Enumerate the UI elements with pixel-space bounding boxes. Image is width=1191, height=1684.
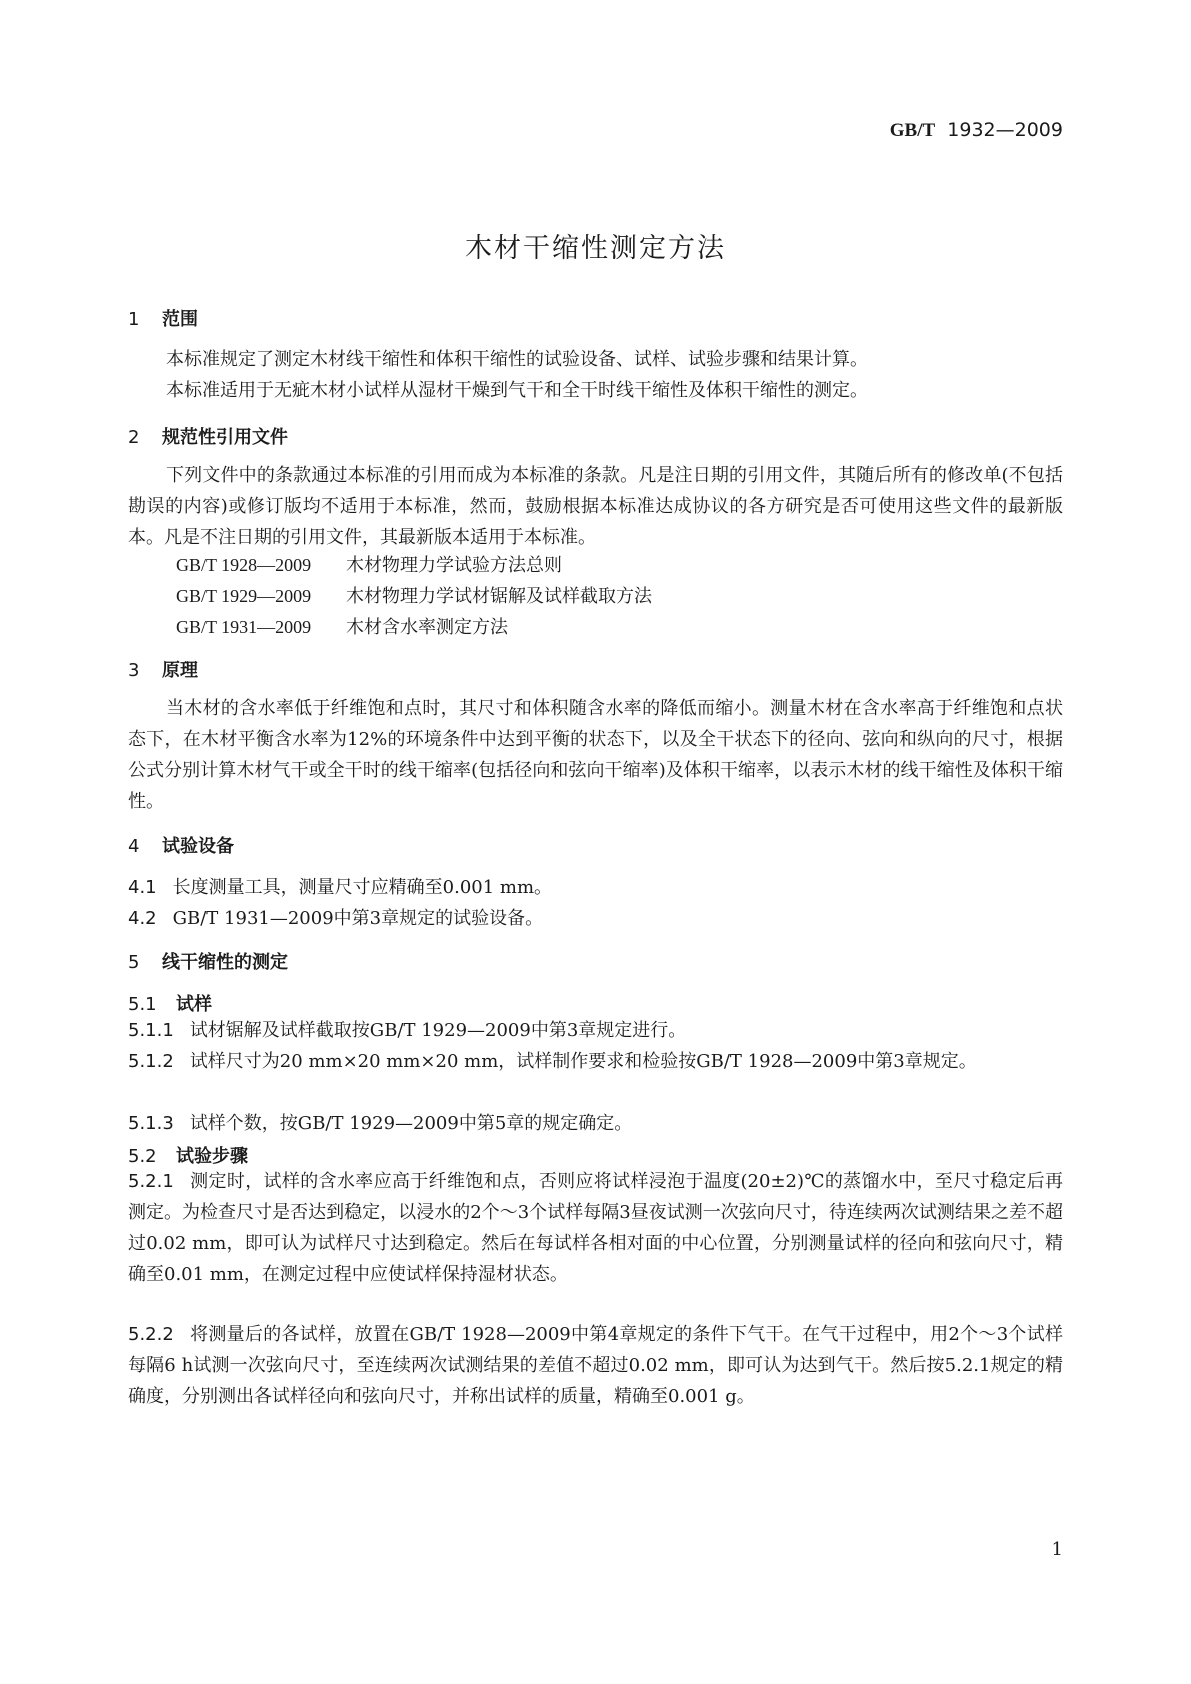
clause-4-1: 4.1 长度测量工具，测量尺寸应精确至0.001 mm。 [128,877,553,898]
clause-5-1-3: 5.1.3 试样个数，按GB/T 1929—2009中第5章的规定确定。 [128,1113,633,1134]
subsection-5-2-heading: 5.2 试验步骤 [128,1146,248,1167]
standard-number [0,119,1063,142]
clause-5-2-2: 5.2.2 将测量后的各试样，放置在GB/T 1928—2009中第4章规定的条件下气干。在气干过程中，用2个～3个试样每隔6 h试测一次弦向尺寸，至连续两次试测结果的差值不超过0.02 mm，即可认为达到气干。然后按5.2.1规定的精确度，分别测出各试样径向和弦向尺寸，并称出试样的质量，精确至0.001 g。 [128,1324,1063,1407]
section-4-heading: 4 试验设备 [128,836,234,857]
clause-5-1-2: 5.1.2 试样尺寸为20 mm×20 mm×20 mm，试样制作要求和检验按GB/T 1928—2009中第3章规定。 [128,1051,977,1072]
section-3-heading: 3 原理 [128,660,198,681]
section-1-para-2: 本标准适用于无疵木材小试样从湿材干燥到气干和全干时线干缩性及体积干缩性的测定。 [166,380,868,401]
section-title: 范围 [162,309,198,330]
clause-5-2-1: 5.2.1 测定时，试样的含水率应高于纤维饱和点，否则应将试样浸泡于温度(20±2)℃的蒸馏水中，至尺寸稳定后再测定。为检查尺寸是否达到稳定，以浸水的2个～3个试样每隔3昼夜试测一次弦向尺寸，待连续两次试测结果之差不超过0.02 mm，即可认为试样尺寸达到稳定。然后在每试样各相对面的中心位置，分别测量试样的径向和弦向尺寸，精确至0.01 mm，在测定过程中应使试样保持湿材状态。 [128,1171,1063,1285]
section-title: 原理 [162,660,198,681]
section-2-heading: 2 规范性引用文件 [128,427,288,448]
section-3-para: 当木材的含水率低于纤维饱和点时，其尺寸和体积随含水率的降低而缩小。测量木材在含水率高于纤维饱和点状态下，在木材平衡含水率为12%的环境条件中达到平衡的状态下，以及全干状态下的径向、弦向和纵向的尺寸，根据公式分别计算木材气干或全干时的线干缩率(包括径向和弦向干缩率)及体积干缩率，以表示木材的线干缩性及体积干缩性。 [128,698,1063,812]
normative-reference: GB/T 1929—2009 木材物理力学试材锯解及试样截取方法 [176,586,652,607]
section-5-heading: 5 线干缩性的测定 [128,952,288,973]
standard-code: 1932—2009 [947,119,1063,141]
clause-5-1-1: 5.1.1 试材锯解及试样截取按GB/T 1929—2009中第3章规定进行。 [128,1020,687,1041]
section-1-para-1: 本标准规定了测定木材线干缩性和体积干缩性的试验设备、试样、试验步骤和结果计算。 [166,349,868,370]
section-title: 规范性引用文件 [162,427,288,448]
subsection-5-1-heading: 5.1 试样 [128,994,212,1015]
section-title: 线干缩性的测定 [162,952,288,973]
normative-reference: GB/T 1928—2009 木材物理力学试验方法总则 [176,555,562,576]
page-number: 1 [1051,1539,1063,1560]
section-1-heading: 1 范围 [128,309,198,330]
document-title: 木材干缩性测定方法 [465,233,726,264]
section-title: 试验设备 [162,836,234,857]
clause-4-2: 4.2 GB/T 1931—2009中第3章规定的试验设备。 [128,908,544,929]
standard-prefix: GB/T [889,120,936,141]
section-2-intro: 下列文件中的条款通过本标准的引用而成为本标准的条款。凡是注日期的引用文件，其随后所有的修改单(不包括勘误的内容)或修订版均不适用于本标准，然而，鼓励根据本标准达成协议的各方研究是否可使用这些文件的最新版本。凡是不注日期的引用文件，其最新版本适用于本标准。 [128,465,1063,548]
normative-reference: GB/T 1931—2009 木材含水率测定方法 [176,617,508,638]
